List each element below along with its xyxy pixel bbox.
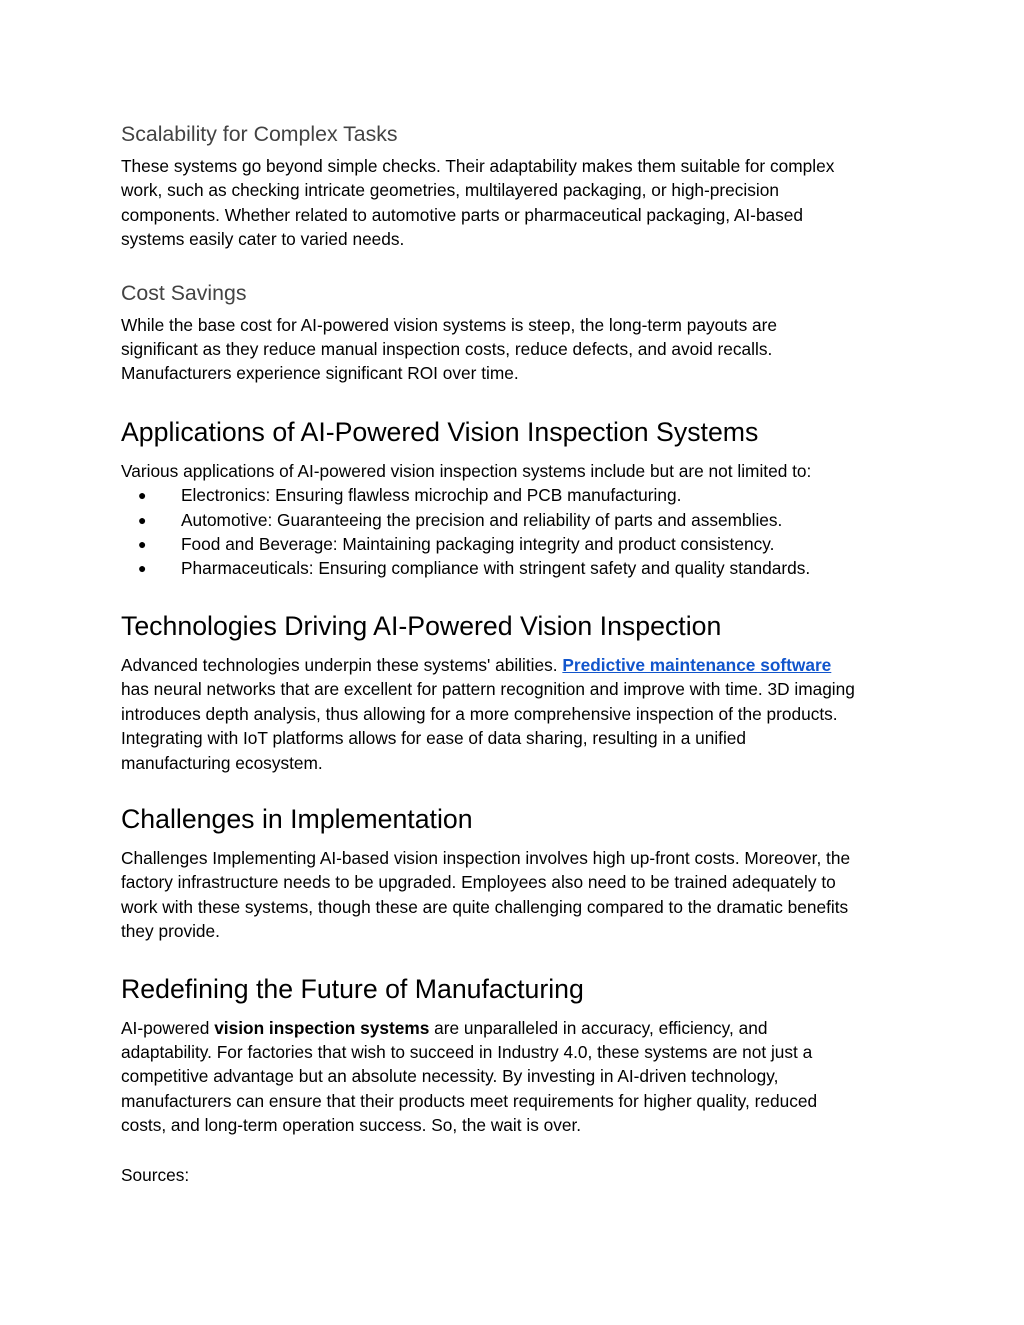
bullet-icon: ●: [138, 536, 147, 553]
list-item: ● Automotive: Guaranteeing the precision and reliability of parts and assemblies.: [121, 508, 911, 532]
predictive-maintenance-link[interactable]: Predictive maintenance software: [562, 654, 832, 675]
heading-cost-savings: Cost Savings: [121, 280, 247, 305]
heading-technologies: Technologies Driving AI-Powered Vision Inspection: [121, 610, 722, 641]
bold-phrase: vision inspection systems: [214, 1017, 430, 1038]
paragraph-line: work, such as checking intricate geometries, multilayered packaging, or high-precision: [121, 180, 779, 201]
paragraph-line: work with these systems, though these are quite challenging compared to the dramatic benefits: [121, 896, 849, 917]
bullet-icon: ●: [138, 560, 147, 577]
paragraph-line: manufacturing ecosystem.: [121, 752, 323, 773]
paragraph-applications-intro: Various applications of AI-powered vision inspection systems include but are not limited to:: [121, 460, 812, 481]
heading-future: Redefining the Future of Manufacturing: [121, 973, 584, 1004]
applications-list: [121, 483, 911, 581]
bullet-icon: ●: [138, 487, 147, 504]
list-item: ● Food and Beverage: Maintaining packaging integrity and product consistency.: [121, 532, 911, 556]
paragraph-line: costs, and long-term operation success. So, the wait is over.: [121, 1115, 582, 1136]
paragraph-line: manufacturers can ensure that their products meet requirements for higher quality, reduced: [121, 1090, 818, 1111]
paragraph-line: adaptability. For factories that wish to succeed in Industry 4.0, these systems are not just a: [121, 1041, 813, 1062]
sources-label: Sources:: [121, 1164, 190, 1185]
heading-challenges: Challenges in Implementation: [121, 803, 473, 834]
paragraph-line: Advanced technologies underpin these systems' abilities. Predictive maintenance software: [121, 654, 832, 675]
paragraph-line: competitive advantage but an absolute necessity. By investing in AI-driven technology,: [121, 1066, 779, 1087]
paragraph-line: systems easily cater to varied needs.: [121, 229, 405, 250]
list-item: ● Pharmaceuticals: Ensuring compliance with stringent safety and quality standards.: [121, 556, 911, 580]
paragraph-line: introduces depth analysis, thus allowing for a more comprehensive inspection of the products.: [121, 703, 838, 724]
bullet-icon: ●: [138, 511, 147, 528]
list-item: ● Electronics: Ensuring flawless microchip and PCB manufacturing.: [121, 483, 911, 507]
paragraph-line: components. Whether related to automotive parts or pharmaceutical packaging, AI-based: [121, 204, 804, 225]
paragraph-line: has neural networks that are excellent for pattern recognition and improve with time. 3D imaging: [121, 679, 855, 700]
paragraph-line: Challenges Implementing AI-based vision inspection involves high up-front costs. Moreover, the: [121, 847, 851, 868]
document-page: [121, 118, 911, 1187]
paragraph-line: AI-powered vision inspection systems are unparalleled in accuracy, efficiency, and: [121, 1017, 768, 1038]
paragraph-future: [121, 1016, 911, 1138]
paragraph-line: Integrating with IoT platforms allows for ease of data sharing, resulting in a unified: [121, 728, 747, 749]
heading-applications: Applications of AI-Powered Vision Inspection Systems: [121, 416, 759, 447]
paragraph-cost-savings: [121, 313, 911, 386]
paragraph-line: they provide.: [121, 921, 220, 942]
paragraph-line: Manufacturers experience significant ROI over time.: [121, 363, 519, 384]
paragraph-technologies: [121, 653, 911, 775]
paragraph-line: These systems go beyond simple checks. Their adaptability makes them suitable for complex: [121, 156, 835, 176]
paragraph-challenges: [121, 846, 911, 944]
paragraph-line: While the base cost for AI-powered vision systems is steep, the long-term payouts are: [121, 314, 778, 335]
paragraph-line: factory infrastructure needs to be upgraded. Employees also need to be trained adequately to: [121, 872, 836, 893]
paragraph-line: significant as they reduce manual inspection costs, reduce defects, and avoid recalls.: [121, 339, 773, 360]
heading-scalability: Scalability for Complex Tasks: [121, 122, 398, 146]
paragraph-scalability: [121, 154, 911, 252]
